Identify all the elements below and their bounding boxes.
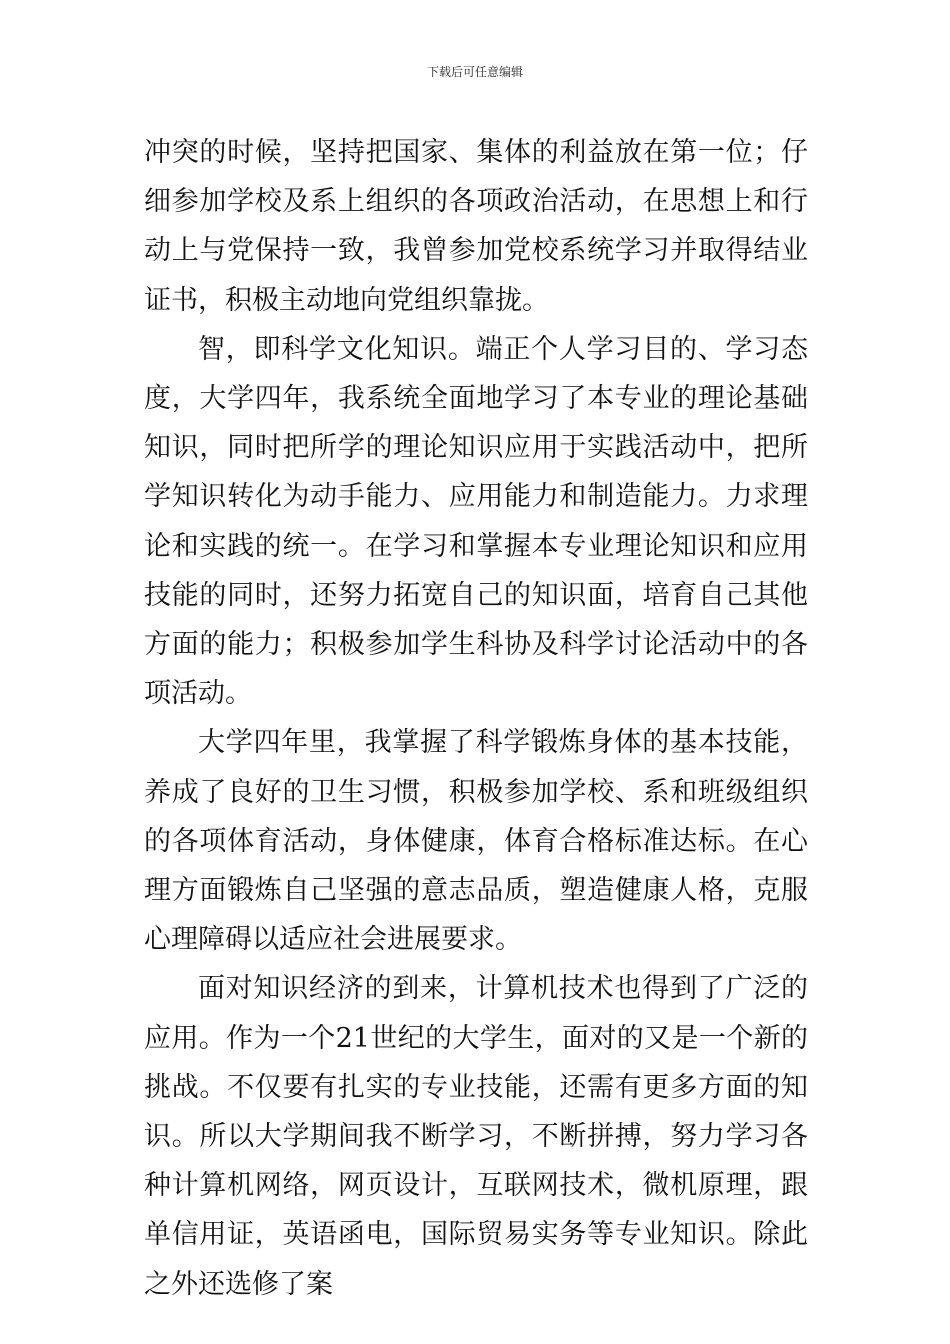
page-header: 下载后可任意编辑 — [426, 65, 523, 79]
paragraph-intellect: 智，即科学文化知识。端正个人学习目的、学习态度，大学四年，我系统全面地学习了本专业的理论基础知识，同时把所学的理论知识应用于实践活动中，把所学知识转化为动手能力、应用能力和制造能力。力求理论和实践的统一。在学习和掌握本专业理论知识和应用技能的同时，还努力拓宽自己的知识面，培育自己其他方面的能力；积极参加学生科协及科学讨论活动中的各项活动。 — [144, 333, 808, 710]
paragraph-computer-skills: 面对知识经济的到来，计算机技术也得到了广泛的应用。作为一个21世纪的大学生，面对的又是一个新的挑战。不仅要有扎实的专业技能，还需有更多方面的知识。所以大学期间我不断学习，不断拼搏，努力学习各种计算机网络，网页设计，互联网技术，微机原理，跟单信用证，英语函电，国际贸易实务等专业知识。除此之外还选修了案 — [144, 973, 808, 1300]
paragraph-continuation: 冲突的时候，坚持把国家、集体的利益放在第一位；仔细参加学校及系上组织的各项政治活动，在思想上和行动上与党保持一致，我曾参加党校系统学习并取得结业证书，积极主动地向党组织靠拢。 — [144, 137, 808, 316]
paragraph-physical: 大学四年里，我掌握了科学锻炼身体的基本技能，养成了良好的卫生习惯，积极参加学校、系和班级组织的各项体育活动，身体健康，体育合格标准达标。在心理方面锻炼自己坚强的意志品质，塑造健康人格，克服心理障碍以适应社会进展要求。 — [144, 727, 808, 956]
document-body — [144, 128, 808, 1309]
